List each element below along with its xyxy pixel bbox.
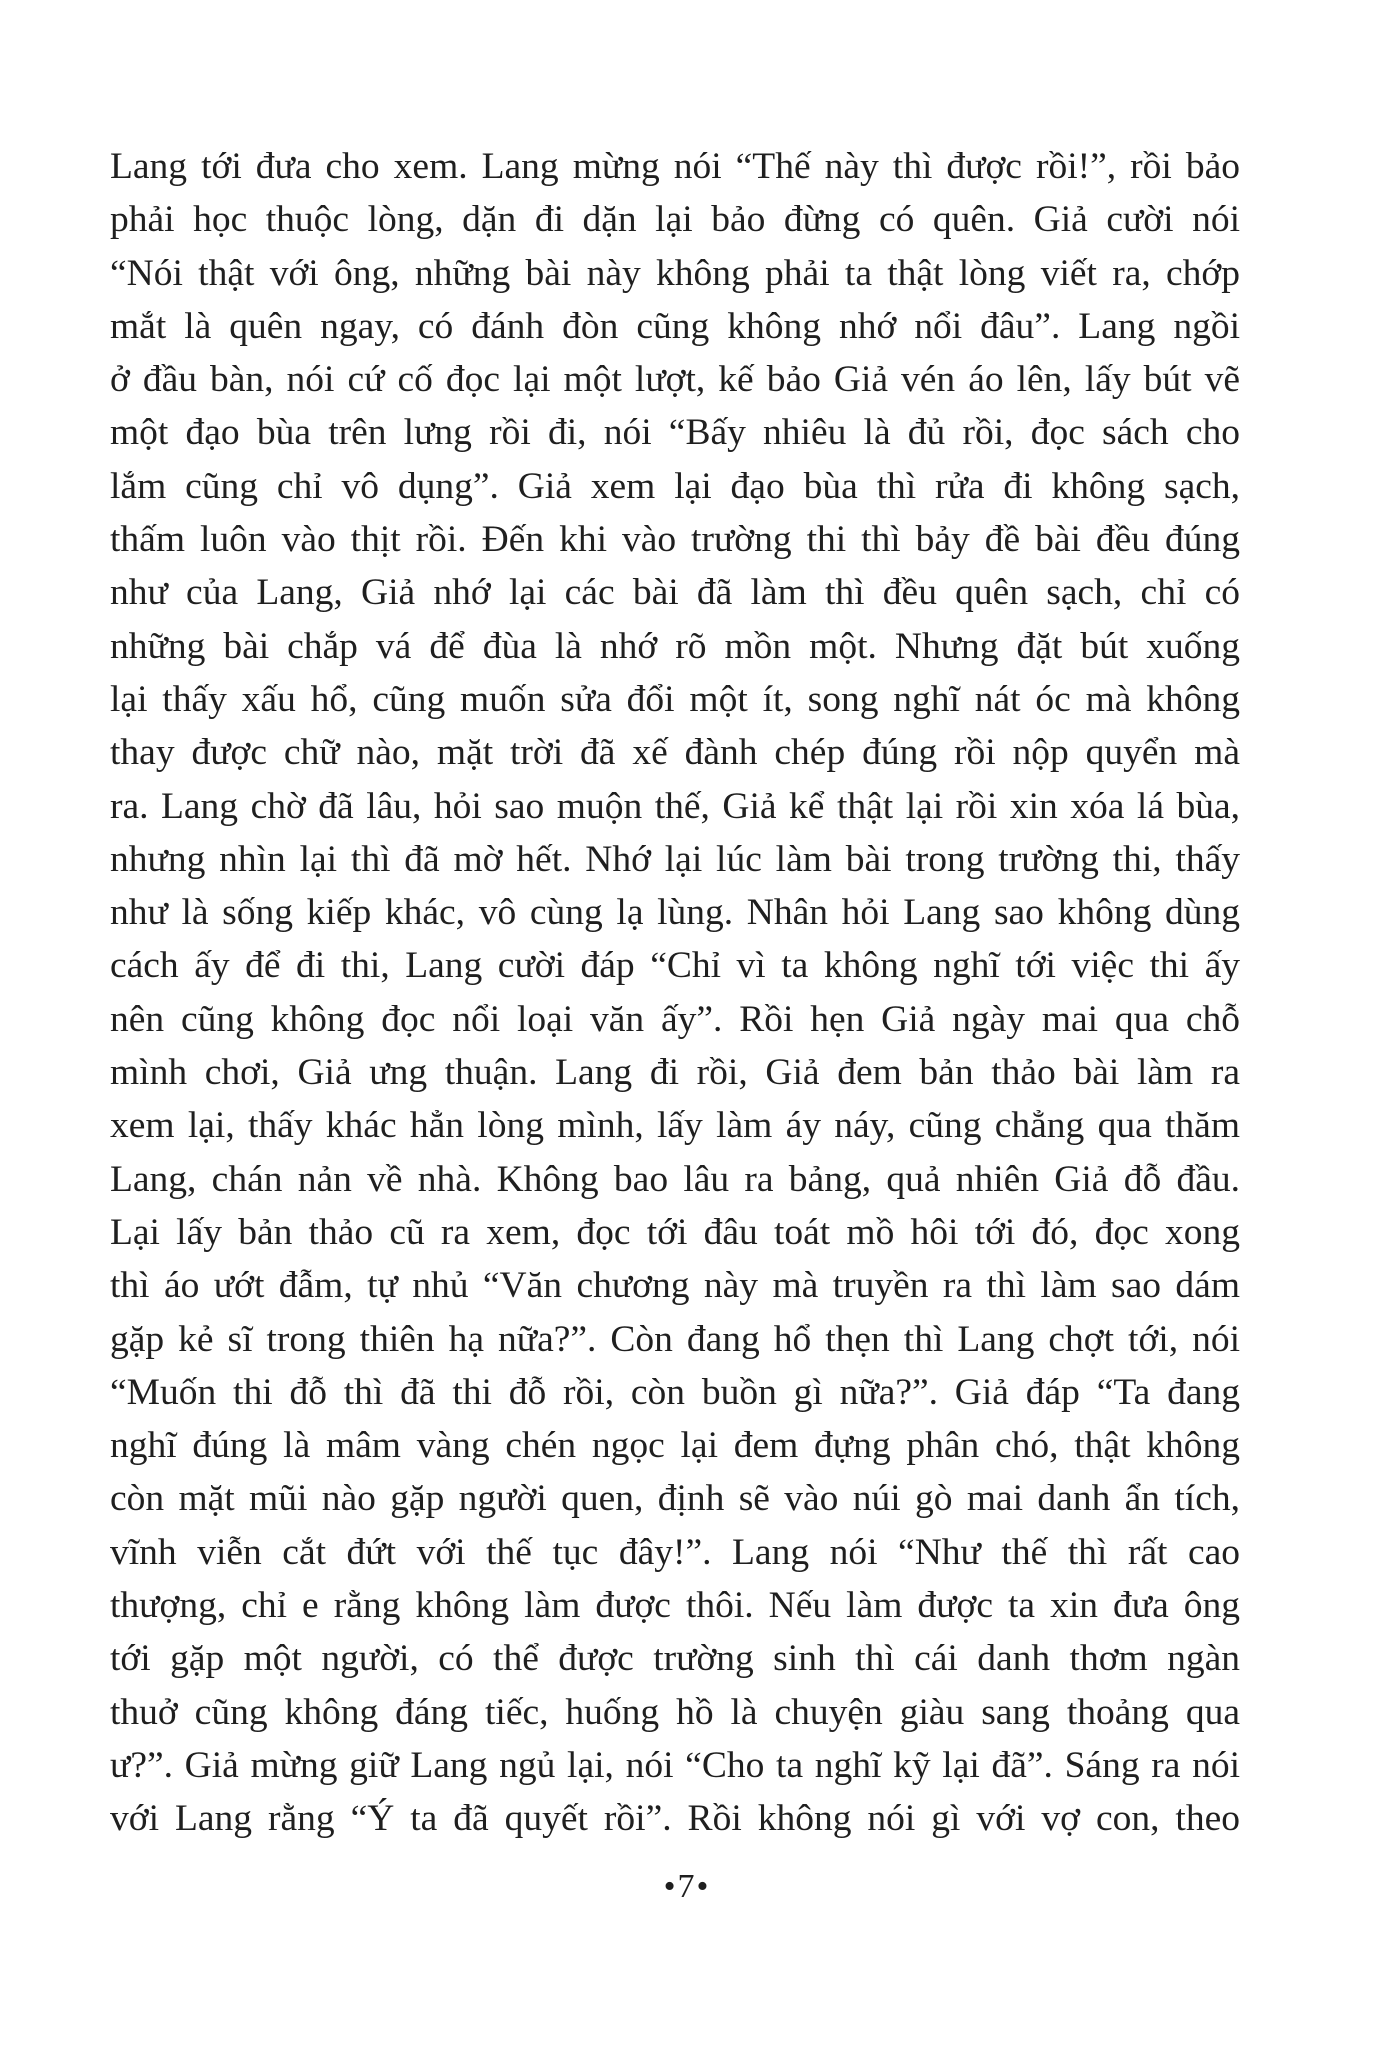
text-line: mắt là quên ngay, có đánh đòn cũng không nhớ nổi đâu”. Lang ngồi — [110, 305, 1240, 347]
body-text — [110, 140, 1240, 1846]
text-line: thay được chữ nào, mặt trời đã xế đành chép đúng rồi nộp quyển mà — [110, 732, 1240, 774]
text-line: Lại lấy bản thảo cũ ra xem, đọc tới đâu toát mồ hôi tới đó, đọc xong — [110, 1211, 1240, 1253]
text-line: “Nói thật với ông, những bài này không phải ta thật lòng viết ra, chớp — [110, 252, 1240, 294]
text-line: “Muốn thi đỗ thì đã thi đỗ rồi, còn buồn gì nữa?”. Giả đáp “Ta đang — [110, 1371, 1240, 1413]
text-line: Lang tới đưa cho xem. Lang mừng nói “Thế này thì được rồi!”, rồi bảo — [110, 146, 1240, 187]
text-line: Lang, chán nản về nhà. Không bao lâu ra bảng, quả nhiên Giả đỗ đầu. — [110, 1158, 1240, 1200]
text-line: những bài chắp vá để đùa là nhớ rõ mồn một. Nhưng đặt bút xuống — [110, 625, 1240, 667]
text-line: gặp kẻ sĩ trong thiên hạ nữa?”. Còn đang hổ thẹn thì Lang chợt tới, nói — [110, 1318, 1240, 1360]
text-line: thấm luôn vào thịt rồi. Đến khi vào trường thi thì bảy đề bài đều đúng — [110, 519, 1240, 561]
text-line: mình chơi, Giả ưng thuận. Lang đi rồi, Giả đem bản thảo bài làm ra — [110, 1052, 1240, 1094]
text-line: ư?”. Giả mừng giữ Lang ngủ lại, nói “Cho ta nghĩ kỹ lại đã”. Sáng ra nói — [110, 1744, 1240, 1786]
text-line: lại thấy xấu hổ, cũng muốn sửa đổi một ít, song nghĩ nát óc mà không — [110, 678, 1240, 720]
text-line: nhưng nhìn lại thì đã mờ hết. Nhớ lại lúc làm bài trong trường thi, thấy — [110, 838, 1240, 880]
text-line: ra. Lang chờ đã lâu, hỏi sao muộn thế, Giả kể thật lại rồi xin xóa lá bùa, — [110, 785, 1240, 827]
text-line: vĩnh viễn cắt đứt với thế tục đây!”. Lang nói “Như thế thì rất cao — [110, 1531, 1240, 1573]
text-line: thì áo ướt đẫm, tự nhủ “Văn chương này mà truyền ra thì làm sao dám — [110, 1265, 1240, 1307]
text-line: một đạo bùa trên lưng rồi đi, nói “Bấy nhiêu là đủ rồi, đọc sách cho — [110, 412, 1240, 454]
text-line: ở đầu bàn, nói cứ cố đọc lại một lượt, kế bảo Giả vén áo lên, lấy bút vẽ — [110, 359, 1240, 401]
text-line: nghĩ đúng là mâm vàng chén ngọc lại đem đựng phân chó, thật không — [110, 1425, 1240, 1467]
page-number: •7• — [663, 1868, 711, 1905]
text-line: xem lại, thấy khác hẳn lòng mình, lấy làm áy náy, cũng chẳng qua thăm — [110, 1105, 1240, 1147]
text-line: phải học thuộc lòng, dặn đi dặn lại bảo đừng có quên. Giả cười nói — [110, 199, 1240, 241]
text-line: như là sống kiếp khác, vô cùng lạ lùng. Nhân hỏi Lang sao không dùng — [110, 892, 1240, 934]
text-line: thuở cũng không đáng tiếc, huống hồ là chuyện giàu sang thoảng qua — [110, 1691, 1240, 1733]
text-line: thượng, chỉ e rằng không làm được thôi. Nếu làm được ta xin đưa ông — [110, 1585, 1240, 1627]
text-line: nên cũng không đọc nổi loại văn ấy”. Rồi hẹn Giả ngày mai qua chỗ — [110, 998, 1240, 1040]
text-line: còn mặt mũi nào gặp người quen, định sẽ vào núi gò mai danh ẩn tích, — [110, 1478, 1240, 1520]
text-line: cách ấy để đi thi, Lang cười đáp “Chỉ vì ta không nghĩ tới việc thi ấy — [110, 945, 1240, 987]
text-line: như của Lang, Giả nhớ lại các bài đã làm thì đều quên sạch, chỉ có — [110, 572, 1240, 614]
text-line: với Lang rằng “Ý ta đã quyết rồi”. Rồi không nói gì với vợ con, theo — [110, 1798, 1240, 1840]
text-line: lắm cũng chỉ vô dụng”. Giả xem lại đạo bùa thì rửa đi không sạch, — [110, 465, 1240, 507]
text-line: tới gặp một người, có thể được trường sinh thì cái danh thơm ngàn — [110, 1638, 1240, 1680]
